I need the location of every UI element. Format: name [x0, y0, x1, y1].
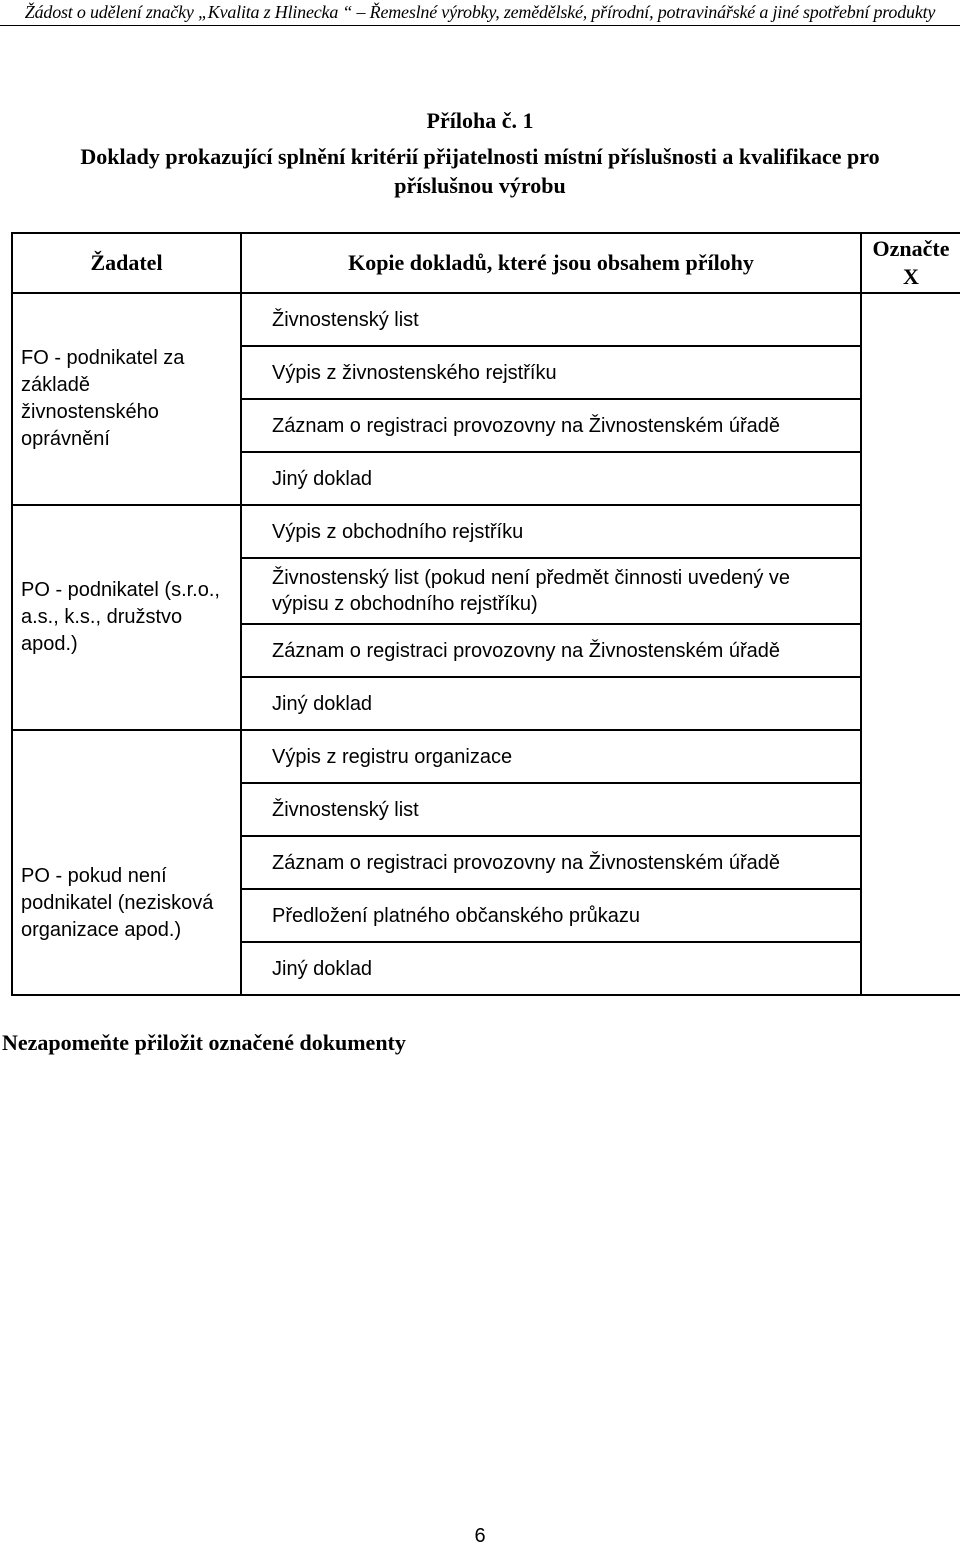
page-number: 6	[474, 1525, 486, 1547]
header-mark-line2: X	[903, 264, 919, 289]
document-item: Záznam o registraci provozovny na Živnostenském úřadě	[241, 836, 861, 889]
annex-title: Příloha č. 1	[426, 108, 534, 133]
document-item: Jiný doklad	[241, 677, 861, 730]
applicant-fo: FO - podnikatel za základě živnostenského oprávnění	[12, 293, 241, 505]
document-title: Doklady prokazující splnění kritérií přijatelnosti místní příslušnosti a kvalifikace pro příslušnou výrobu	[80, 144, 880, 198]
document-item: Živnostenský list	[241, 293, 861, 346]
document-item: Jiný doklad	[241, 942, 861, 995]
document-item: Živnostenský list (pokud není předmět činnosti uvedený ve výpisu z obchodního rejstříku)	[241, 558, 861, 624]
applicant-po-nonprofit: PO - pokud není podnikatel (nezisková organizace apod.)	[12, 730, 241, 995]
header-mark-line1: Označte	[872, 236, 950, 261]
header-applicant: Žadatel	[12, 233, 241, 293]
document-item: Výpis z registru organizace	[241, 730, 861, 783]
document-item: Výpis z obchodního rejstříku	[241, 505, 861, 558]
table-row	[12, 505, 960, 558]
table-header-row	[12, 233, 960, 293]
header-divider	[0, 25, 960, 26]
document-item: Jiný doklad	[241, 452, 861, 505]
applicant-po-business: PO - podnikatel (s.r.o., a.s., k.s., družstvo apod.)	[12, 505, 241, 730]
table-row	[12, 293, 960, 346]
document-item: Výpis z živnostenského rejstříku	[241, 346, 861, 399]
reminder-text: Nezapomeňte přiložit označené dokumenty	[2, 1030, 406, 1055]
running-header	[0, 2, 960, 26]
header-mark	[861, 233, 960, 293]
running-header-text: Žádost o udělení značky „Kvalita z Hlinecka “ – Řemeslné výrobky, zemědělské, přírodní, potravinářské a jiné spotřební produkty	[24, 2, 936, 22]
document-item: Záznam o registraci provozovny na Živnostenském úřadě	[241, 624, 861, 677]
document-item: Záznam o registraci provozovny na Živnostenském úřadě	[241, 399, 861, 452]
document-item: Živnostenský list	[241, 783, 861, 836]
mark-column[interactable]	[861, 293, 960, 995]
documents-table	[11, 232, 960, 996]
table-row	[12, 730, 960, 783]
header-documents: Kopie dokladů, které jsou obsahem přílohy	[241, 233, 861, 293]
document-item: Předložení platného občanského průkazu	[241, 889, 861, 942]
